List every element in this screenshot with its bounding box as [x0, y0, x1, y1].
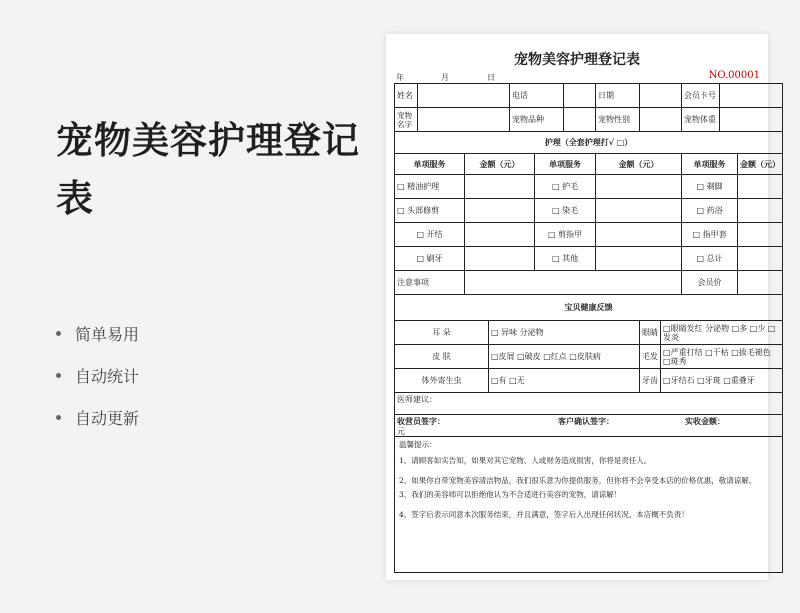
date-label: 日期	[596, 84, 640, 108]
tip-item: 3、我们的美容师可以拒绝他认为不合适进行美容的宠物，请谅解！	[399, 490, 622, 499]
ears-options[interactable]: □ 异味 分泌物	[489, 321, 640, 345]
feedback-row	[395, 369, 783, 393]
feedback-row	[395, 321, 783, 345]
tips-title: 温馨提示：	[399, 440, 437, 449]
amount-cell[interactable]	[465, 175, 535, 199]
feedback-header: 宝贝健康反馈	[395, 295, 783, 321]
bullet-icon	[56, 415, 61, 420]
name-label: 姓名	[395, 84, 418, 108]
service-header: 单项服务	[395, 154, 465, 175]
service-checkbox[interactable]: □ 护毛	[535, 175, 596, 199]
amount-cell[interactable]	[596, 199, 682, 223]
remarks-label: 注意事项	[395, 271, 465, 295]
amount-header: 金额（元）	[465, 154, 535, 175]
feedback-row	[395, 345, 783, 369]
service-checkbox[interactable]: □ 指甲套	[682, 223, 738, 247]
service-row	[395, 223, 783, 247]
service-checkbox[interactable]: □ 刷牙	[395, 247, 465, 271]
phone-label: 电话	[510, 84, 564, 108]
care-header: 护理（全套护理打√ □）	[395, 132, 783, 154]
document-title: 宠物美容护理登记表	[514, 52, 640, 68]
feature-label: 自动更新	[75, 408, 140, 428]
weight-label: 宠物体重	[682, 108, 720, 132]
signature-row	[395, 415, 783, 437]
skin-options[interactable]: □皮屑 □破皮 □红点 □皮肤病	[489, 345, 640, 369]
currency-unit: 元	[397, 426, 405, 436]
breed-label: 宠物品种	[510, 108, 564, 132]
service-checkbox[interactable]: □ 剪指甲	[535, 223, 596, 247]
signature-cell[interactable]	[395, 415, 783, 437]
tips-row	[395, 437, 783, 573]
pet-name-label: 宠物名字	[395, 108, 418, 132]
date-day-label: 日	[487, 73, 495, 82]
vet-advice-row	[395, 393, 783, 415]
service-row	[395, 175, 783, 199]
hero-title: 宠物美容护理登记表	[56, 119, 360, 220]
info-row	[395, 84, 783, 108]
weight-value[interactable]	[720, 108, 783, 132]
breed-value[interactable]	[564, 108, 596, 132]
vet-advice[interactable]: 医师建议：	[395, 393, 783, 415]
tip-item: 4、签字后表示同意本次服务结束，并且满意，签字后入出现任何状况，本店概不负责！	[399, 510, 689, 519]
amount-cell[interactable]	[738, 223, 783, 247]
parasite-options[interactable]: □有 □无	[489, 369, 640, 393]
tips-cell	[395, 437, 783, 573]
name-value[interactable]	[418, 84, 510, 108]
service-row	[395, 199, 783, 223]
teeth-options[interactable]: □牙结石 □牙斑 □重叠牙	[661, 369, 783, 393]
amount-cell[interactable]	[596, 247, 682, 271]
feature-label: 简单易用	[75, 324, 140, 344]
card-value[interactable]	[720, 84, 783, 108]
service-checkbox[interactable]: □ 精油护理	[395, 175, 465, 199]
service-header-row	[395, 154, 783, 175]
feedback-header-row	[395, 295, 783, 321]
amount-cell[interactable]	[465, 223, 535, 247]
date-value[interactable]	[640, 84, 682, 108]
service-checkbox[interactable]: □ 染毛	[535, 199, 596, 223]
feature-label: 自动统计	[75, 366, 140, 386]
coat-options[interactable]: □严重打结 □干枯 □拔毛褪色 □斑秀	[661, 345, 783, 369]
form-document	[386, 34, 781, 580]
amount-cell[interactable]	[738, 199, 783, 223]
gender-value[interactable]	[640, 108, 682, 132]
remarks-value[interactable]	[465, 271, 682, 295]
amount-header: 金额（元）	[596, 154, 682, 175]
ears-label: 耳 朵	[395, 321, 489, 345]
amount-cell[interactable]	[596, 175, 682, 199]
remarks-row	[395, 271, 783, 295]
member-price-label: 会员价	[682, 271, 738, 295]
date-year-label: 年	[396, 73, 404, 82]
amount-cell[interactable]	[465, 199, 535, 223]
cashier-signature-label: 收营员签字：	[397, 415, 445, 426]
tip-item: 2、如果你自带宠物美容清洁物品，我们很乐意为你提供服务，但你将不会享受本店的价格优惠，敬请谅解。	[399, 476, 757, 485]
amount-cell[interactable]	[465, 247, 535, 271]
service-checkbox[interactable]: □ 其他	[535, 247, 596, 271]
form-number: NO.00001	[708, 70, 760, 81]
bullet-icon	[56, 331, 61, 336]
parasite-label: 体外寄生虫	[395, 369, 489, 393]
date-month-label: 月	[441, 73, 449, 82]
amount-header: 金额（元）	[738, 154, 783, 175]
skin-label: 皮 肤	[395, 345, 489, 369]
care-header-row	[395, 132, 783, 154]
card-label: 会员卡号	[682, 84, 720, 108]
feature-list	[56, 312, 139, 438]
eyes-options[interactable]: □眼睛发红 分泌物 □多 □少 □发炎	[661, 321, 783, 345]
coat-label: 毛发	[640, 345, 661, 369]
customer-signature-label: 客户确认签字：	[558, 415, 614, 426]
amount-cell[interactable]	[738, 175, 783, 199]
pet-info-row	[395, 108, 783, 132]
feature-item	[56, 354, 139, 396]
service-checkbox[interactable]: □ 头部修剪	[395, 199, 465, 223]
service-header: 单项服务	[535, 154, 596, 175]
amount-received-label: 实收金额：	[685, 415, 725, 426]
service-checkbox[interactable]: □ 总计	[682, 247, 738, 271]
phone-value[interactable]	[564, 84, 596, 108]
teeth-label: 牙齿	[640, 369, 661, 393]
service-row	[395, 247, 783, 271]
service-checkbox[interactable]: □ 剃脚	[682, 175, 738, 199]
feature-item	[56, 396, 139, 438]
eyes-label: 眼睛	[640, 321, 661, 345]
amount-cell[interactable]	[738, 247, 783, 271]
bullet-icon	[56, 373, 61, 378]
tip-item: 1、请顾客如实告知，如果对其它宠物、人或财务造成损害，你将是责任人。	[399, 456, 652, 465]
feature-item	[56, 312, 139, 354]
service-checkbox[interactable]: □ 开结	[395, 223, 465, 247]
service-checkbox[interactable]: □ 药浴	[682, 199, 738, 223]
member-price-value[interactable]	[738, 271, 783, 295]
pet-name-value[interactable]	[418, 108, 510, 132]
service-header: 单项服务	[682, 154, 738, 175]
amount-cell[interactable]	[596, 223, 682, 247]
registration-table	[394, 83, 783, 573]
gender-label: 宠物性别	[596, 108, 640, 132]
